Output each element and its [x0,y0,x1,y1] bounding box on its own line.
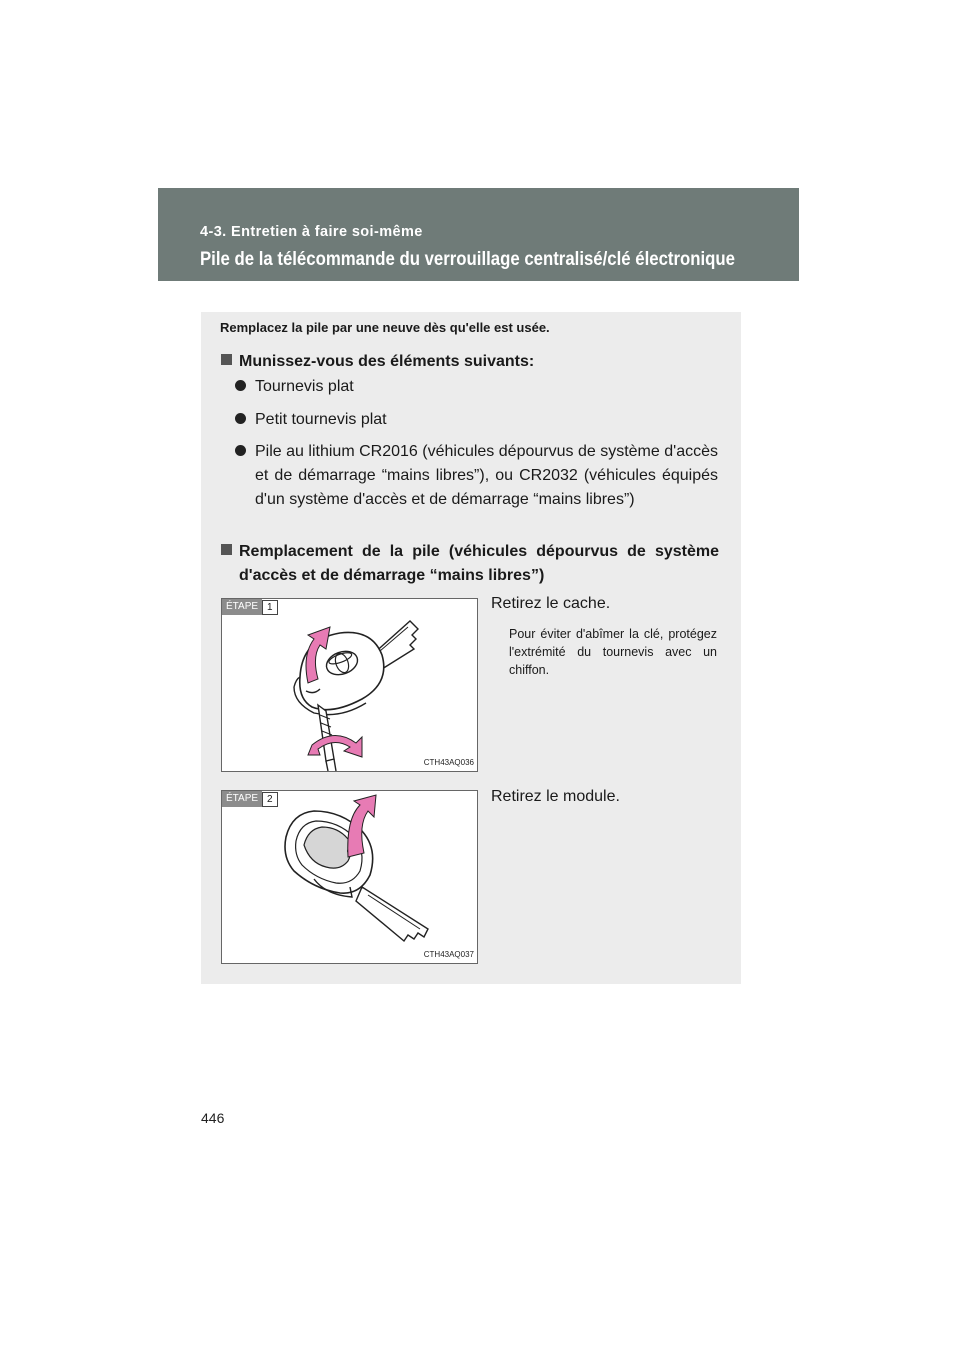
bullet-icon [235,380,246,391]
step-1-number: 1 [262,600,278,615]
section-label: 4-3. Entretien à faire soi-même [200,224,423,240]
step-2-word: ÉTAPE [222,791,262,807]
step-2-figure-code: CTH43AQ037 [423,950,474,959]
step-1-word: ÉTAPE [222,599,262,615]
section-header [158,188,799,281]
step-1-figure [221,598,478,772]
step-2-figure [221,790,478,964]
square-bullet-icon [221,354,232,365]
list-item [235,440,718,512]
step-1-figure-code: CTH43AQ036 [423,758,474,767]
step-2-tag [222,791,278,807]
key-module-illustration [222,791,477,963]
step-1-tag [222,599,278,615]
items-heading [221,350,719,374]
step-1-text: Retirez le cache. [491,595,611,612]
list-item-text: Pile au lithium CR2016 (véhicules dépourvus de système d'accès et de démarrage “mains libres”), ou CR2032 (véhicules équipés d'un système d'accès et de démarrage “mains libres”) [255,443,718,508]
bullet-icon [235,413,246,424]
intro-text: Remplacez la pile par une neuve dès qu'elle est usée. [220,320,550,335]
step-2-text: Retirez le module. [491,788,620,805]
step-2-number: 2 [262,792,278,807]
list-item [235,408,718,432]
page-title: Pile de la télécommande du verrouillage centralisé/clé électronique [200,248,735,270]
list-item-text: Tournevis plat [255,378,354,395]
items-heading-text: Munissez-vous des éléments suivants: [239,353,535,370]
key-cover-illustration [222,599,477,771]
bullet-icon [235,445,246,456]
replacement-heading-text: Remplacement de la pile (véhicules dépourvus de système d'accès et de démarrage “mains libres”) [239,543,719,584]
content-box [201,312,741,984]
list-item [235,375,718,399]
replacement-heading [221,540,719,588]
page-number: 446 [201,1110,225,1126]
list-item-text: Petit tournevis plat [255,411,387,428]
step-1-note: Pour éviter d'abîmer la clé, protégez l'extrémité du tournevis avec un chiffon. [509,627,717,677]
square-bullet-icon [221,544,232,555]
